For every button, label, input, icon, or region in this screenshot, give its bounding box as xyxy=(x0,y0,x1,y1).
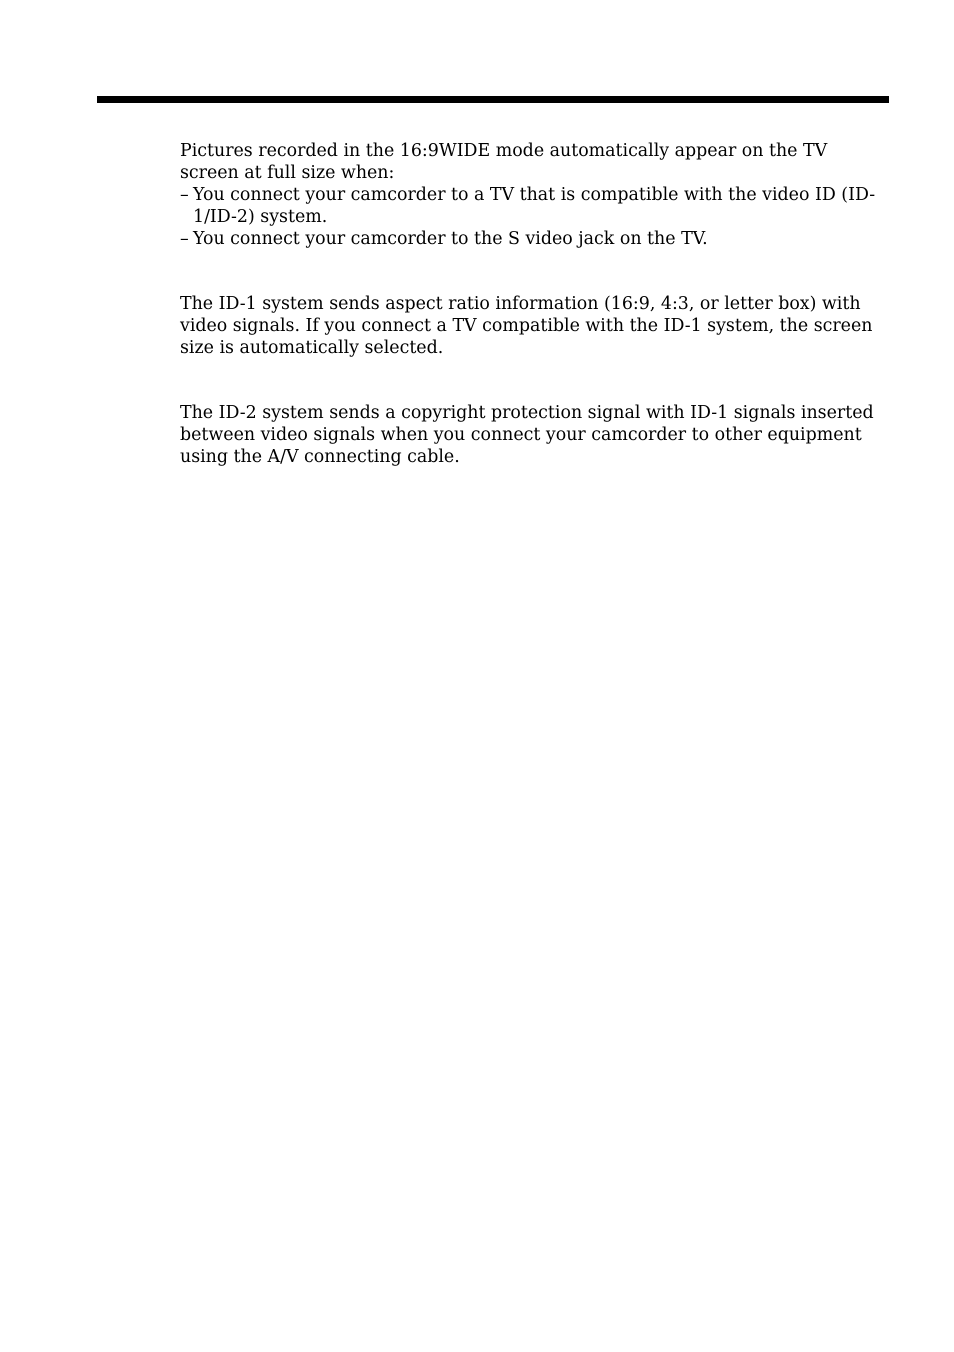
id1-system-paragraph: The ID-1 system sends aspect ratio information (16:9, 4:3, or letter box) with video signals. If you connect a TV compatible with the ID-1 system, the screen size is automatically selected. xyxy=(180,294,873,358)
wide-mode-intro: Pictures recorded in the 16:9WIDE mode automatically appear on the TV screen at full size when: xyxy=(180,141,828,183)
header-rule xyxy=(97,96,889,103)
list-item-text: You connect your camcorder to a TV that is compatible with the video ID (ID-1/ID-2) system. xyxy=(193,185,876,227)
id2-system-paragraph: The ID-2 system sends a copyright protection signal with ID-1 signals inserted between video signals when you connect your camcorder to other equipment using the A/V connecting cable. xyxy=(180,403,874,467)
list-item-text: You connect your camcorder to the S video jack on the TV. xyxy=(193,229,708,249)
dash-bullet: – xyxy=(180,229,189,249)
page-content xyxy=(180,140,885,468)
list-item xyxy=(180,184,885,228)
list-item xyxy=(180,228,885,250)
dash-bullet: – xyxy=(180,185,189,205)
wide-mode-conditions-list xyxy=(180,184,885,250)
